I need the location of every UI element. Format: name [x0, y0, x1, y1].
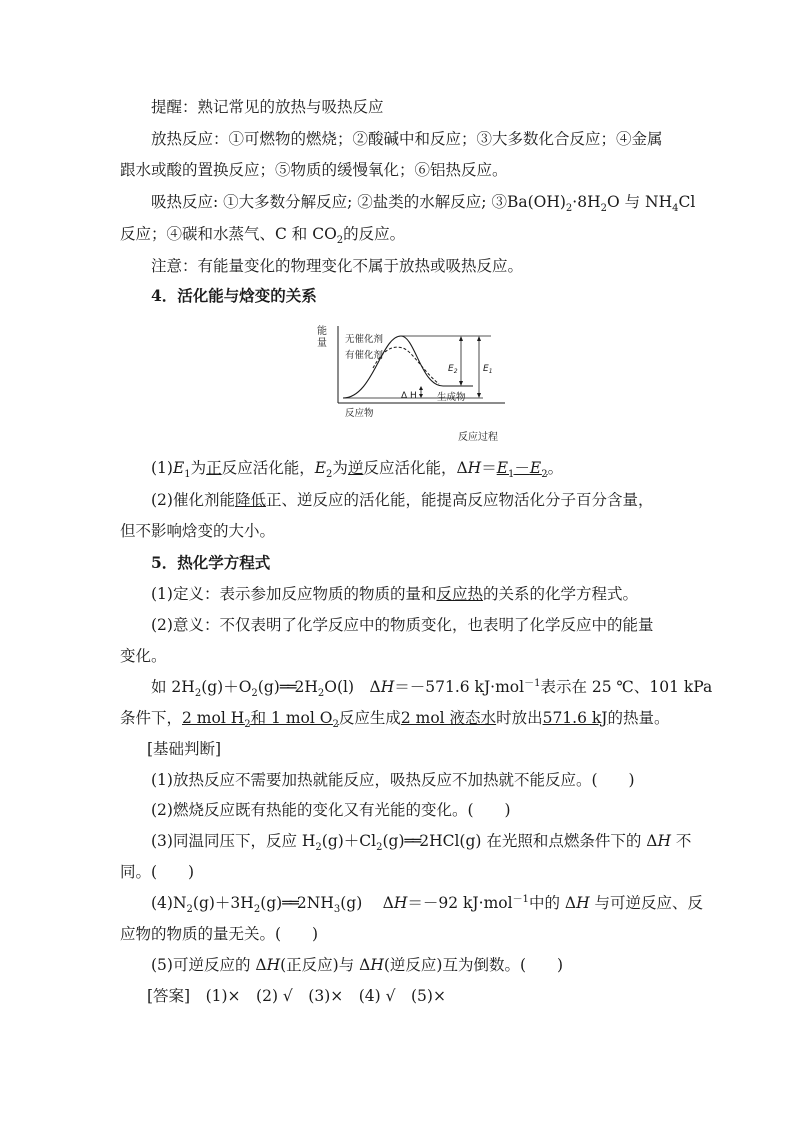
answer-line: [答案] (1)× (2) √ (3)× (4) √ (5)×: [147, 987, 446, 1005]
activation-energy-paragraph: $(1)E_1$为正反应活化能，$E_2$为逆反应活化能，$\Delta H=E_1-E_2$。: [151, 459, 564, 481]
dh-label: Δ H: [401, 391, 417, 401]
dh-arrowhead-top: [419, 386, 423, 390]
exothermic-line-2: 跟水或酸的置换反应；⑤物质的缓慢氧化；⑥铝热反应。: [120, 161, 508, 179]
example-equation-line: 如 $2H_2(g)+O_2(g)══2H_2O(l)$ ΔH＝－571.6 kJ·mol$^{-1}$表示在 25 ℃、101 kPa: [151, 677, 713, 700]
catalyst-paragraph-line-2: 但不影响焓变的大小。: [120, 522, 276, 540]
question-3-line-2: 同。( ): [120, 863, 195, 881]
with-catalyst-label: 有催化剂: [345, 350, 384, 361]
question-5: (5)可逆反应的 ΔH(正反应)与 ΔH(逆反应)互为倒数。( ): [151, 956, 564, 974]
catalyst-paragraph-line-1: (2)催化剂能降低正、逆反应的活化能，能提高反应物活化分子百分含量，: [151, 491, 654, 509]
e2-label: $E_2$: [448, 364, 458, 375]
definition-line: (1)定义：表示参加反应物质的物质的量和反应热的关系的化学方程式。: [151, 585, 638, 603]
dh-arrowhead: [419, 394, 423, 398]
judgement-heading: [基础判断]: [147, 740, 222, 758]
endothermic-line-1: 吸热反应: ①大多数分解反应; ②盐类的水解反应; $③Ba(OH)_2\cdot 8H_2O$ 与 $NH_4Cl$: [151, 193, 696, 215]
question-4-line-2: 应物的物质的量无关。( ): [120, 925, 319, 943]
e1-label: $E_1$: [483, 364, 493, 375]
endothermic-line-2: 反应；④碳和水蒸气、C 和 $CO_2$的反应。: [120, 225, 406, 247]
e2-arrowhead-top: [459, 336, 463, 341]
e2-arrowhead-bottom: [459, 381, 463, 386]
section-5-heading: 5．热化学方程式: [151, 553, 271, 572]
note-line: 注意：有能量变化的物理变化不属于放热或吸热反应。: [151, 257, 524, 275]
question-2: (2)燃烧反应既有热能的变化又有光能的变化。( ): [151, 801, 511, 819]
energy-diagram: [313, 316, 513, 448]
section-4-heading: 4．活化能与焓变的关系: [151, 286, 317, 305]
tip-title: 提醒：熟记常见的放热与吸热反应: [151, 98, 384, 116]
no-catalyst-label: 无催化剂: [345, 334, 384, 345]
reactants-label: 反应物: [345, 408, 374, 419]
question-3-line-1: (3)同温同压下，反应 $H_2(g)+Cl_2(g)══2HCl(g)$ 在光照和点燃条件下的 ΔH 不: [151, 832, 692, 854]
meaning-line-1: (2)意义：不仅表明了化学反应中的物质变化，也表明了化学反应中的能量: [151, 616, 654, 634]
products-label: 生成物: [437, 392, 466, 403]
e1-arrowhead-bottom: [477, 393, 481, 398]
y-axis-label-1: 能: [317, 326, 327, 337]
x-axis-label: 反应过程: [458, 432, 498, 443]
question-4-line-1: $(4)N_2(g)+3H_2(g)══2NH_3(g)$ ΔH＝－92 kJ·mol$^{-1}$中的 ΔH 与可逆反应、反: [151, 893, 704, 916]
exothermic-line-1: 放热反应：①可燃物的燃烧；②酸碱中和反应；③大多数化合反应；④金属: [151, 130, 663, 148]
meaning-line-2: 变化。: [120, 647, 167, 665]
e1-arrowhead-top: [477, 336, 481, 341]
question-1: (1)放热反应不需要加热就能反应，吸热反应不加热就不能反应。( ): [151, 771, 635, 789]
y-axis-label-2: 量: [317, 338, 327, 349]
example-explanation-line: 条件下，2 mol $H_2$和 1 mol $O_2$反应生成2 mol 液态水时放出571.6 kJ的热量。: [120, 709, 670, 731]
